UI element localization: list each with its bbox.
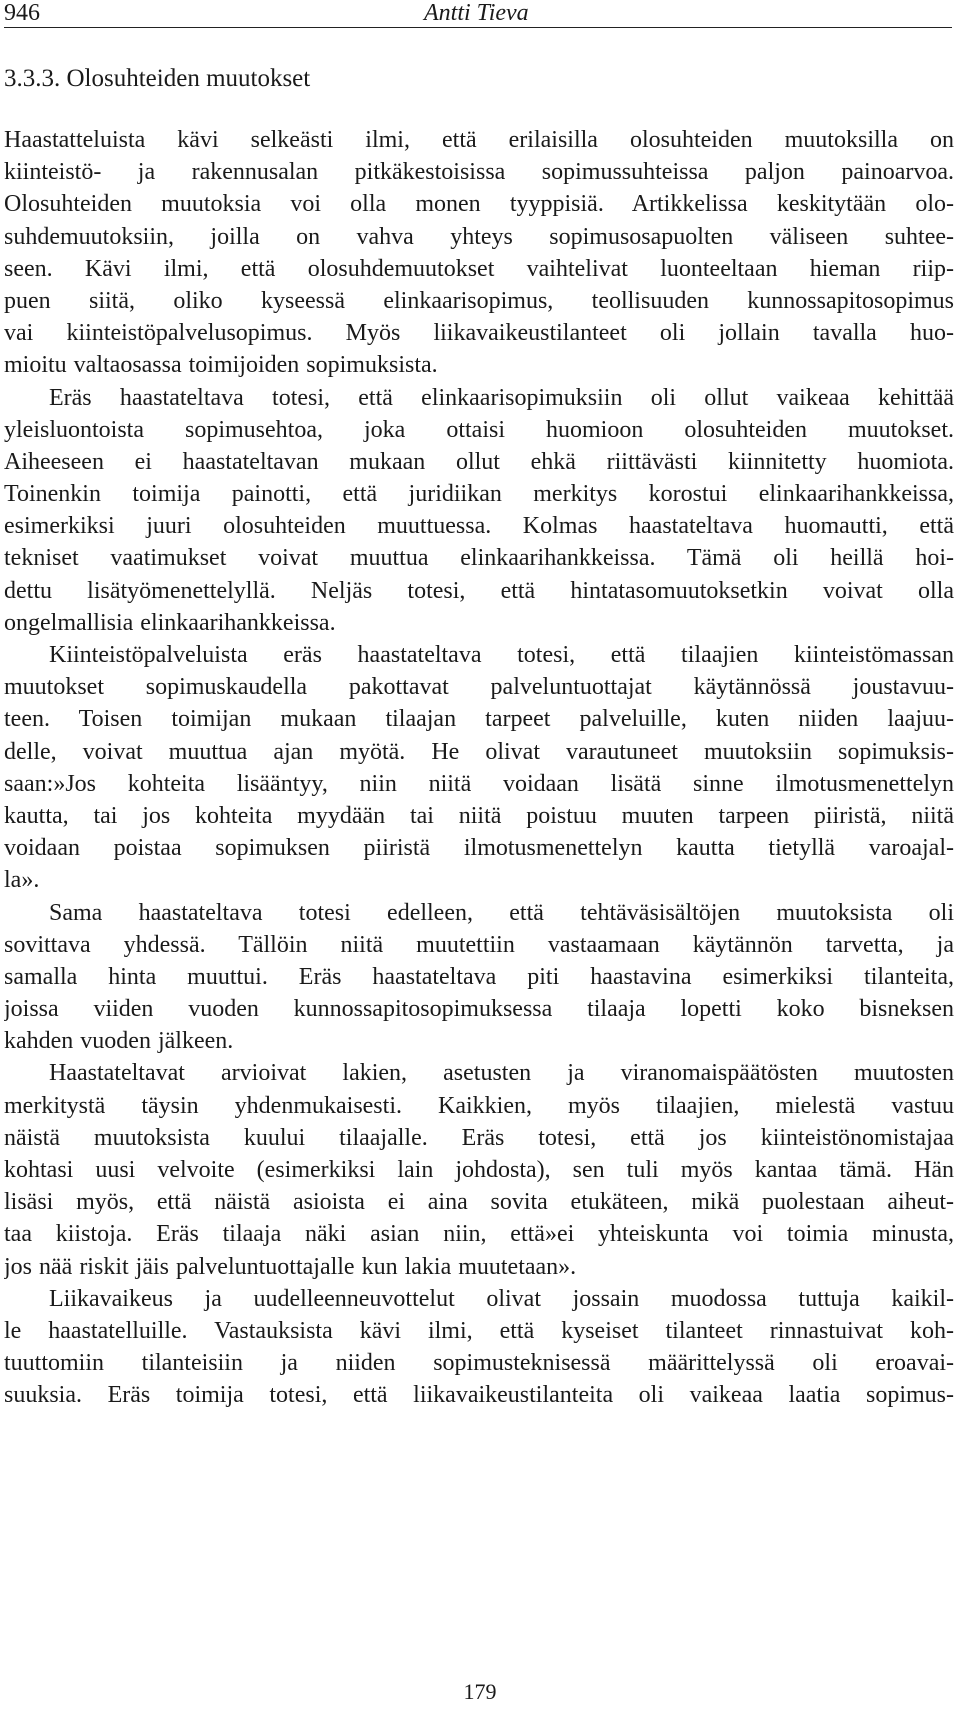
text-line: yleisluontoista sopimusehtoa, joka ottaisi huomioon olosuhteiden muutokset. [4,416,954,443]
text-line: kautta, tai jos kohteita myydään tai niitä poistuu muuten tarpeen piiristä, niitä [4,802,954,829]
text-line: Aiheeseen ei haastateltavan mukaan ollut ehkä riittävästi kiinnitetty huomiota. [4,448,954,475]
text-line: kiinteistö- ja rakennusalan pitkäkestoisissa sopimussuhteissa paljon painoarvoa. [4,159,954,186]
text-line: tuuttomiin tilanteisiin ja niiden sopimusteknisessä määrittelyssä oli eroavai- [4,1350,954,1377]
text-line: vai kiinteistöpalvelusopimus. Myös liikavaikeustilanteet oli jollain tavalla huo- [4,320,954,347]
running-header [4,0,952,28]
header-author: Antti Tieva [424,0,529,26]
text-line: dettu lisätyömenettelyllä. Neljäs totesi, että hintatasomuutoksetkin voivat olla [4,577,954,604]
paragraph [4,897,954,1058]
text-line: voidaan poistaa sopimuksen piiristä ilmotusmenettelyn kautta tietyllä varoajal- [4,835,954,862]
text-line: jos nää riskit jäis palveluntuottajalle kun lakia muutetaan». [4,1253,577,1280]
text-line: Olosuhteiden muutoksia voi olla monen tyyppisiä. Artikkelissa keskitytään olo- [4,191,954,218]
text-line: la». [4,867,40,894]
header-page-number: 946 [4,0,40,26]
text-line: Toinenkin toimija painotti, että juridiikan merkitys korostui elinkaarihankkeissa, [4,481,954,508]
text-line: taa kiistoja. Eräs tilaaja näki asian niin, että»ei yhteiskunta voi toimia minusta, [4,1221,954,1248]
text-line: tekniset vaatimukset voivat muuttua elinkaarihankkeissa. Tämä oli heillä hoi- [4,545,954,572]
text-line: Kiinteistöpalveluista eräs haastateltava totesi, että tilaajien kiinteistömassan [49,642,954,668]
text-line: Liikavaikeus ja uudelleenneuvottelut olivat jossain muodossa tuttuja kaikil- [49,1285,954,1312]
text-line: kahden vuoden jälkeen. [4,1028,234,1055]
text-line: esimerkiksi juuri olosuhteiden muuttuessa. Kolmas haastateltava huomautti, että [4,513,954,540]
text-line: samalla hinta muuttui. Eräs haastateltava piti haastavina esimerkiksi tilanteita, [4,963,954,990]
text-line: lisäsi myös, että näistä asioista ei aina sovita etukäteen, mikä puolestaan aiheut- [4,1189,954,1216]
text-line: sovittava yhdessä. Tällöin niitä muutettiin vastaamaan käytännön tarvetta, ja [4,931,954,958]
text-line: puen siitä, oliko kyseessä elinkaarisopimus, teollisuuden kunnossapitosopimus [4,287,954,314]
text-line: le haastatelluille. Vastauksista kävi ilmi, että kyseiset tilanteet rinnastuivat koh- [4,1317,954,1344]
text-line: saan:»Jos kohteita lisääntyy, niin niitä voidaan lisätä sinne ilmotusmenettelyn [4,770,954,797]
text-line: ongelmallisia elinkaarihankkeissa. [4,609,336,636]
paragraph [4,639,954,897]
text-line: mioitu valtaosassa toimijoiden sopimuksista. [4,352,438,379]
text-line: teen. Toisen toimijan mukaan tilaajan tarpeet palveluille, kuten niiden laajuu- [4,706,954,733]
text-line: näistä muutoksista kuului tilaajalle. Eräs totesi, että jos kiinteistönomistajaa [4,1124,954,1151]
text-line: Eräs haastateltava totesi, että elinkaarisopimuksiin oli ollut vaikeaa kehittää [49,384,954,411]
text-line: Sama haastateltava totesi edelleen, että tehtäväsisältöjen muutoksista oli [49,899,954,926]
text-line: suuksia. Eräs toimija totesi, että liikavaikeustilanteita oli vaikeaa laatia sopimus- [4,1382,954,1409]
article-body [4,124,954,1412]
paragraph [4,1283,954,1412]
section-heading: 3.3.3. Olosuhteiden muutokset [4,65,311,92]
text-line: seen. Kävi ilmi, että olosuhdemuutokset vaihtelivat luonteeltaan hieman riip- [4,255,954,282]
text-line: Haastatteluista kävi selkeästi ilmi, että erilaisilla olosuhteiden muutoksilla on [4,127,954,153]
paragraph [4,1057,954,1282]
paragraph [4,382,954,640]
text-line: kohtasi uusi velvoite (esimerkiksi lain johdosta), sen tuli myös kantaa tämä. Hän [4,1157,954,1183]
text-line: muutokset sopimuskaudella pakottavat palveluntuottajat käytännössä joustavuu- [4,674,954,701]
paragraph [4,124,954,382]
text-line: delle, voivat muuttua ajan myötä. He olivat varautuneet muutoksiin sopimuksis- [4,738,954,765]
text-line: joissa viiden vuoden kunnossapitosopimuksessa tilaaja lopetti koko bisneksen [4,996,954,1023]
footer-page-number: 179 [463,1679,497,1704]
text-line: Haastateltavat arvioivat lakien, asetusten ja viranomaispäätösten muutosten [49,1060,954,1087]
text-line: merkitystä täysin yhdenmukaisesti. Kaikkien, myös tilaajien, mielestä vastuu [4,1092,954,1119]
text-line: suhdemuutoksiin, joilla on vahva yhteys sopimusosapuolten väliseen suhtee- [4,223,954,250]
